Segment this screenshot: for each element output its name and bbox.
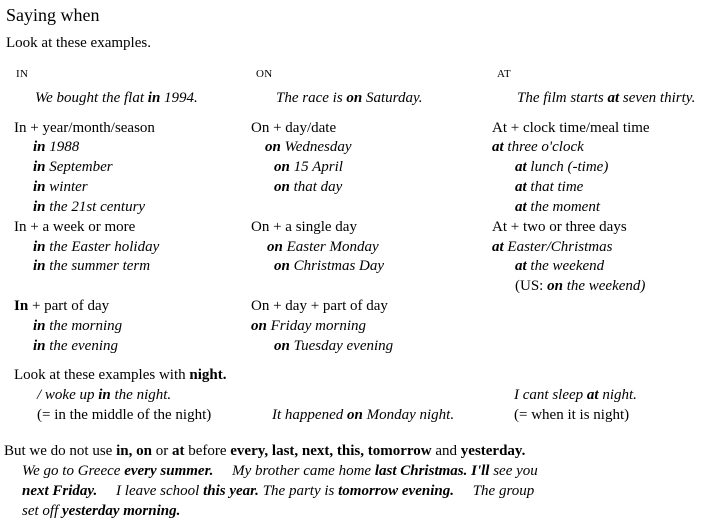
at-rule-days: At + two or three days bbox=[492, 219, 627, 235]
intro-text: Look at these examples. bbox=[6, 35, 151, 51]
at-item: at lunch (-time) bbox=[515, 159, 609, 175]
in-item: in September bbox=[33, 159, 113, 175]
on-item: on Christmas Day bbox=[274, 258, 385, 274]
on-item: on Tuesday evening bbox=[274, 338, 394, 354]
final-example-line: next Friday. I leave school this year. The party is tomorrow evening. The group bbox=[22, 483, 535, 499]
in-item: in winter bbox=[33, 179, 88, 195]
final-example-line: set off yesterday morning. bbox=[22, 503, 181, 519]
at-item: at Easter/Christmas bbox=[492, 239, 613, 255]
in-item: in the 21st century bbox=[33, 199, 146, 215]
on-rule-day-part: On + day + part of day bbox=[251, 298, 388, 314]
on-item: on that day bbox=[274, 179, 343, 195]
us-note: (US: on the weekend) bbox=[515, 278, 646, 294]
on-item: on Easter Monday bbox=[267, 239, 379, 255]
night-example-on: It happened on Monday night. bbox=[272, 407, 455, 423]
in-item: in 1988 bbox=[33, 139, 80, 155]
night-intro: Look at these examples with night. bbox=[14, 367, 227, 383]
example-on: The race is on Saturday. bbox=[276, 90, 423, 106]
example-in: We bought the flat in 1994. bbox=[35, 90, 198, 106]
on-item: on 15 April bbox=[274, 159, 343, 175]
at-item: at the weekend bbox=[515, 258, 605, 274]
final-rule: But we do not use in, on or at before every, last, next, this, tomorrow and yesterday. bbox=[4, 443, 526, 459]
in-rule-week: In + a week or more bbox=[14, 219, 136, 235]
final-example-line: We go to Greece every summer. My brother came home last Christmas. I'll see you bbox=[22, 463, 538, 479]
in-item: in the morning bbox=[33, 318, 123, 334]
in-item: in the evening bbox=[33, 338, 118, 354]
at-item: at that time bbox=[515, 179, 584, 195]
at-item: at three o'clock bbox=[492, 139, 584, 155]
night-example-in: / woke up in the night. bbox=[37, 387, 172, 403]
at-rule-clock-time: At + clock time/meal time bbox=[492, 120, 650, 136]
on-item: on Friday morning bbox=[251, 318, 367, 334]
in-rule-year: In + year/month/season bbox=[14, 120, 155, 136]
example-at: The film starts at seven thirty. bbox=[517, 90, 696, 106]
night-note-in: (= in the middle of the night) bbox=[37, 407, 212, 423]
in-item: in the summer term bbox=[33, 258, 151, 274]
on-item: on Wednesday bbox=[265, 139, 352, 155]
in-item: in the Easter holiday bbox=[33, 239, 160, 255]
night-example-at: I cant sleep at night. bbox=[514, 387, 637, 403]
on-rule-single-day: On + a single day bbox=[251, 219, 357, 235]
on-rule-day-date: On + day/date bbox=[251, 120, 337, 136]
header-on: ON bbox=[256, 68, 273, 80]
in-rule-part-of-day: In + part of day bbox=[14, 298, 110, 314]
page-title: Saying when bbox=[6, 5, 100, 25]
at-item: at the moment bbox=[515, 199, 600, 215]
header-at: AT bbox=[497, 68, 512, 80]
night-note-at: (= when it is night) bbox=[514, 407, 630, 423]
header-in: IN bbox=[16, 68, 29, 80]
